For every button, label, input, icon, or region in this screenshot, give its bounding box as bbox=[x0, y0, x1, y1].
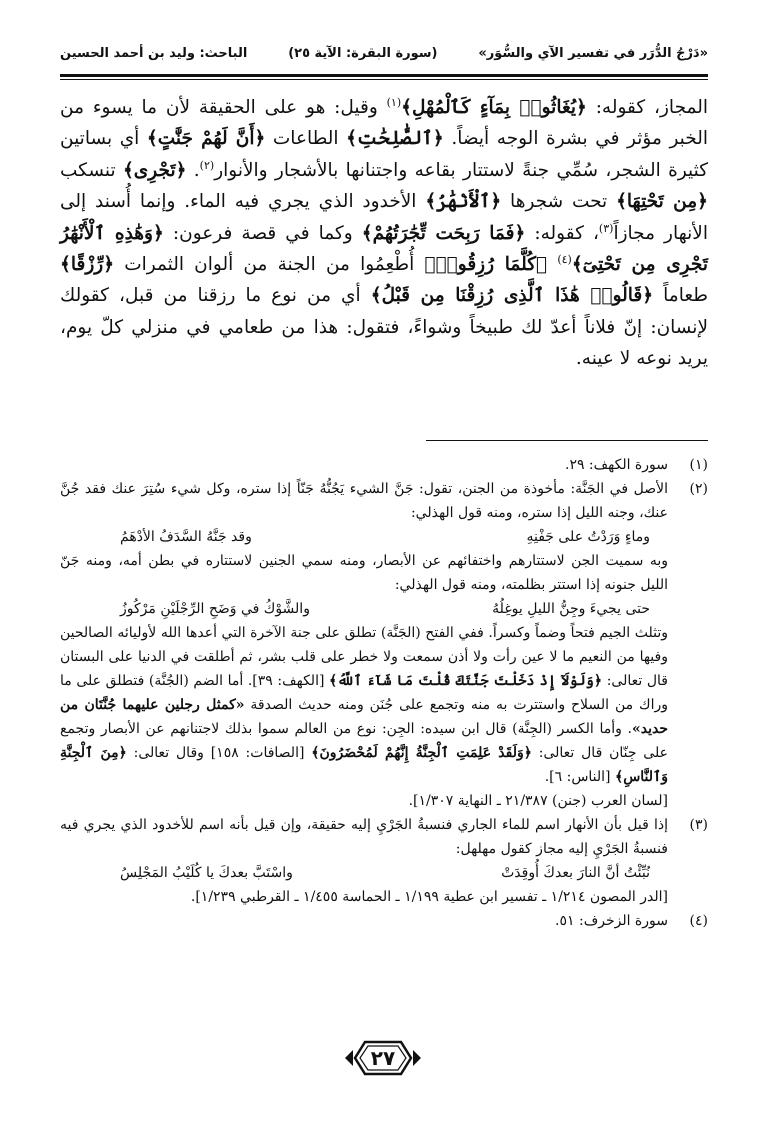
quran-quote: ﴿أَنَّ لَهُمْ جَنَّٰتٍ﴾ bbox=[146, 128, 266, 150]
text-run bbox=[547, 254, 557, 275]
poetry-verse bbox=[60, 525, 668, 549]
main-paragraph bbox=[60, 92, 708, 375]
footnote-text: سورة الكهف: ٢٩. bbox=[564, 457, 668, 473]
quran-quote: ﴿قَالُوا۟ هَٰذَا ٱلَّذِى رُزِقْنَا مِن قَبْلُ﴾ bbox=[370, 285, 654, 307]
verse-hemistich: حتى يجيءَ وجِنُّ الليلِ يوغِلُهُ bbox=[492, 601, 650, 617]
quran-quote: ﴿يُغَاثُوا۟ بِمَآءٍ كَٱلْمُهْلِ﴾ bbox=[401, 97, 587, 118]
quran-quote: ﴿فَمَا رَبِحَت تِّجَٰرَتُهُمْ﴾ bbox=[361, 222, 526, 244]
footnote-number: (٣) bbox=[689, 817, 708, 833]
quran-quote: ﴿مِن تَحْتِهَا﴾ bbox=[616, 191, 708, 213]
footnote-ref: (٢) bbox=[199, 158, 215, 172]
footnote-source: [الدر المصون ١/٢١٤ ـ تفسير ابن عطية ١/١٩٩ ـ الحماسة ١/٤٥٥ ـ القرطبي ١/٢٣٩]. bbox=[190, 889, 668, 905]
text-run: تحت شجرها bbox=[501, 191, 617, 213]
poetry-verse bbox=[60, 861, 668, 885]
footnote-paragraph: وبه سميت الجن لاستتارهم واختفائهم عن الأبصار، ومنه سمي الجنين لاستتاره في بطن أمه، ومنه جَنّ الليل جنونه إذا استتر بظلمته، ومنه قول الهذلي: bbox=[60, 553, 668, 593]
text-run: أي من نوع ما رزقنا من قبل، كقولك لإنسان: إنّ فلاناً أعدّ لك طبيخاً وشواءً، فتقول: هذا من طعامي في منزلي كلّ يوم، يريد نوعه لا عينه. bbox=[60, 285, 708, 370]
book-title: «دَرْجُ الدُّرَر في تفسير الآي والسُّوَر» bbox=[478, 45, 708, 61]
footnote-number: (٢) bbox=[689, 481, 708, 497]
text-run: . وأما الكسر (الجِنَّة) قال ابن سيده: الجِن: نوع من العالم سموا بذلك لاجتنانهم عن الأبصار وتجمع على جِنّان قال تعالى: bbox=[60, 721, 668, 761]
hadith-quote: «كمثل رجلين عليهما جُنَّتَان من حديد» bbox=[60, 697, 668, 737]
text-run: [الصافات: ١٥٨] وقال تعالى: bbox=[126, 745, 312, 761]
text-run: أي بساتين كثيرة الشجر، سُمِّي جنةً لاستتار بقاعه واجتنانها بالأشجار والأنوار bbox=[60, 128, 709, 181]
verse-hemistich: واسْتَبَّ بعدكَ يا كُلَيْبُ المَجْلِسُ bbox=[120, 865, 293, 881]
footnote-paragraph: إذا قيل بأن الأنهار اسم للماء الجاري فنسبةُ الجَرْيِ إليه حقيقة، وإن قيل بأنه اسم للأخدود الذي يجري فيه فنسبةُ الجَرْيِ إليه مجاز كقول مهلهل: bbox=[60, 817, 668, 857]
quran-quote: ﴿وَهَٰذِهِ ٱلْأَنْهَٰرُ تَجْرِى مِن تَحْتِىٓ﴾ bbox=[60, 222, 708, 276]
quran-quote: ﴿مِنَ ٱلْجِنَّةِ وَٱلنَّاسِ﴾ bbox=[60, 745, 668, 785]
main-text bbox=[60, 92, 708, 375]
footnote-3 bbox=[60, 813, 708, 909]
footnote-ref: (٣) bbox=[598, 221, 614, 235]
page-number-ornament bbox=[343, 1036, 423, 1080]
text-run: وكما في قصة فرعون: bbox=[163, 222, 362, 244]
verse-hemistich: نُبِّئْتُ أنَّ النارَ بعدكَ أُوقِدَتْ bbox=[501, 865, 650, 881]
footnote-1 bbox=[60, 453, 708, 477]
text-run: طعاماً bbox=[653, 285, 708, 307]
text-run: أُطْعِمُوا من الجنة من ألوان الثمرات bbox=[114, 254, 425, 276]
quran-quote: ﴿وَلَوْلَآ إِذْ دَخَلْتَ جَنَّتَكَ قُلْتَ مَا شَآءَ ٱللَّهُ﴾ bbox=[329, 673, 603, 689]
footnote-ref: (١) bbox=[386, 95, 402, 109]
verse-hemistich: وماءٍ وَرَدْتُ على جَفْنِهِ bbox=[526, 529, 650, 545]
footnote-separator bbox=[426, 440, 708, 441]
surah-location: (سورة البقرة: الآية ٢٥) bbox=[288, 45, 438, 61]
text-run: [الكهف: ٣٩]. أما الضم (الجُنَّة) فتطلق على ما وراك من السلاح واستترت به منه وتجمع على جُنَن ومنه حديث الصدقة bbox=[60, 673, 668, 713]
quran-quote: ﴿ٱلْأَنْهَٰرُ﴾ bbox=[425, 191, 502, 213]
footnote-number: (٤) bbox=[689, 913, 708, 929]
text-run: . bbox=[186, 159, 200, 181]
footnote-2 bbox=[60, 477, 708, 813]
quran-quote: ﴿تَجْرِى﴾ bbox=[122, 159, 187, 181]
text-run: المجاز، كقوله: bbox=[586, 97, 708, 118]
quran-quote: ﴿رِّزْقًا﴾ bbox=[60, 254, 115, 276]
text-run: الأخدود الذي يجري فيه الماء. وإنما أُسند إلى الأنهار مجازاً bbox=[60, 191, 708, 244]
text-run: الطاعات bbox=[265, 128, 347, 150]
footnote-number: (١) bbox=[689, 457, 708, 473]
footnote-source: [لسان العرب (جنن) ٢١/٣٨٧ ـ النهاية ١/٣٠٧]. bbox=[408, 793, 668, 809]
footnote-text bbox=[60, 813, 668, 909]
page-number: ٢٧ bbox=[370, 1046, 396, 1070]
text-run: تنسكب bbox=[60, 159, 123, 181]
quran-quote: ﴿وَلَقَدْ عَلِمَتِ ٱلْجِنَّةُ إِنَّهُمْ لَمُحْضَرُونَ﴾ bbox=[311, 745, 532, 761]
poetry-verse bbox=[60, 597, 668, 621]
footnote-text: سورة الزخرف: ٥١. bbox=[555, 913, 668, 929]
quran-quote: ﴿ٱلصَّٰلِحَٰتِ﴾ bbox=[346, 128, 444, 150]
header-rule-thick bbox=[60, 74, 708, 77]
researcher-name: الباحث: وليد بن أحمد الحسين bbox=[60, 45, 248, 61]
text-run: [الناس: ٦]. bbox=[544, 769, 615, 785]
footnote-paragraph bbox=[60, 621, 668, 789]
text-run: ، كقوله: bbox=[525, 222, 599, 244]
header-rule-thin bbox=[60, 79, 708, 80]
verse-hemistich: وقد جَنَّهُ السَّدَفُ الأدْهَمُ bbox=[120, 529, 252, 545]
footnote-text bbox=[60, 477, 668, 813]
footnote-paragraph: الأصل في الجَنَّة: مأخوذة من الجنن، تقول: جَنَّ الشيء يَجُنُّهُ جَنّاً إذا ستره، وكل شيء سُتِرَ عنك فقد جُنَّ عنك، وجنه الليل إذا ستره، ومنه قول الهذلي: bbox=[60, 481, 668, 521]
footnotes bbox=[60, 453, 708, 933]
footnote-ref: (٤) bbox=[557, 252, 572, 266]
verse-hemistich: والشَّوْكُ في وَضَحِ الرِّجْلَيْنِ مَرْكُوزُ bbox=[120, 601, 310, 617]
text-run: وقيل: هو على الحقيقة لأن ما يسوء من الخبر مؤثر في بشرة الوجه أيضاً. bbox=[60, 97, 708, 150]
running-header bbox=[60, 34, 708, 72]
quran-quote: ﴿كُلَّمَا رُزِقُوا۟﴾ bbox=[424, 254, 548, 276]
footnote-4 bbox=[60, 909, 708, 933]
text-run: وتثلث الجيم فتحاً وضماً وكسراً. ففي الفتح (الجَنَّة) تطلق على جنة الآخرة التي أعدها الله لأوليائه الصالحين وفيها من النعيم ما لا عين رأت ولا أذن سمعت ولا خطر على قلب بشر، ثم أطلقت في الدنيا على البستان قال تعالى: bbox=[60, 625, 668, 689]
